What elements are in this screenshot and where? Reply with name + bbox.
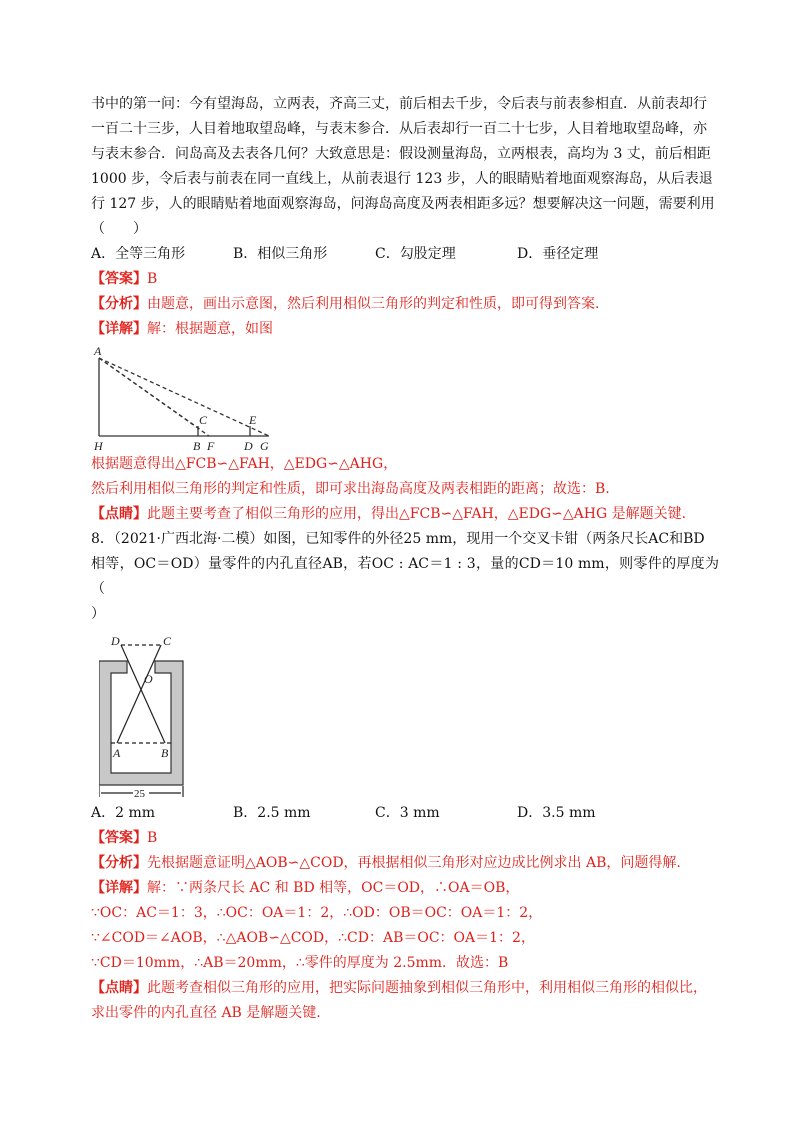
q8-option-c: C．3 mm [375,805,440,821]
fig1-label-g: G [260,439,269,452]
q8-analysis [91,851,719,876]
answer-tag: 【答案】 [91,271,147,287]
fig1-label-e: E [249,413,257,427]
fig2-label-a: A [113,746,121,760]
fig2-label-o: O [144,672,153,686]
fig2-label-c: C [163,634,172,648]
document-page [91,92,719,1026]
q7-option-d: D．垂径定理 [517,246,599,262]
q7-detail [91,317,719,342]
q7-stem-line: 书中的第一问：今有望海岛，立两表，齐高三丈，前后相去千步，令后表与前表参相直．从前表却行 [91,96,707,112]
detail-text: 解：根据题意，如图 [147,321,273,337]
detail-tag: 【详解】 [91,321,147,337]
q8-stem-line: ） [91,606,105,622]
q8-answer [91,826,719,851]
analysis-text: 先根据题意证明△AOB∽△COD，再根据相似三角形对应边成比例求出 AB，问题得解. [147,855,681,871]
q7-comment [91,502,719,527]
analysis-text: 由题意，画出示意图，然后利用相似三角形的判定和性质，即可得到答案. [147,296,600,312]
q8-option-b: B．2.5 mm [233,805,311,821]
q8-comment-line: 求出零件的内孔直径 AB 是解题关键. [91,1005,321,1021]
analysis-tag: 【分析】 [91,855,147,871]
q8-stem-line: 8．（2021·广西北海·二模）如图，已知零件的外径25 mm，现用一个交叉卡钳（两条尺长AC和BD [91,531,705,547]
fig1-label-f: F [207,439,215,452]
fig1-label-b: B [193,439,201,452]
q7-options [91,242,719,267]
fig1-label-a: A [94,344,102,358]
fig2-part [99,661,183,785]
detail-text: 解：∵两条尺长 AC 和 BD 相等，OC＝OD，∴OA＝OB， [147,880,520,896]
q7-stem-line: 行 127 步，人的眼睛贴着地面观察海岛，问海岛高度及两表相距多远？想要解决这一问题，需要利用 [91,196,715,212]
q7-stem-line: 1000 步，令后表与前表在同一直线上，从前表退行 123 步，人的眼睛贴着地面观察海岛，从后表退 [91,171,713,187]
answer-value: B [147,271,158,287]
q8-comment [91,976,719,1001]
answer-tag: 【答案】 [91,830,147,846]
q7-result-line: 根据题意得出△FCB∽△FAH，△EDG∽△AHG， [91,456,398,472]
q7-option-c: C．勾股定理 [375,246,456,262]
fig1-label-c: C [199,413,208,427]
comment-text: 此题考查相似三角形的应用，把实际问题抽象到相似三角形中，利用相似三角形的相似比， [147,980,707,996]
comment-text: 此题主要考查了相似三角形的应用，得出△FCB∽△FAH，△EDG∽△AHG 是解题关键. [147,506,687,522]
q7-option-b: B．相似三角形 [233,246,328,262]
q8-detail [91,876,719,901]
fig2-label-b: B [161,746,169,760]
q7-stem [91,92,719,242]
comment-tag: 【点睛】 [91,980,147,996]
q8-figure [99,631,199,801]
fig2-label-d: D [111,634,120,648]
q8-option-d: D．3.5 mm [517,805,596,821]
fig1-dash-ag [99,358,269,436]
q8-detail-line: ∵CD＝10mm，∴AB＝20mm，∴零件的厚度为 2.5mm．故选：B [91,955,509,971]
q7-stem-line: （ ） [91,221,147,237]
q7-result-line: 然后利用相似三角形的判定和性质，即可求出海岛高度及两表相距的距离；故选：B. [91,481,610,497]
fig2-line-da [121,645,165,743]
q8-options [91,801,719,826]
q7-analysis [91,292,719,317]
q8-detail-line: ∵OC：AC＝1：3，∴OC：OA＝1：2，∴OD：OB＝OC：OA＝1：2， [91,905,543,921]
q8-detail-line: ∵∠COD＝∠AOB，∴△AOB∽△COD，∴CD：AB＝OC：OA＝1：2， [91,930,535,946]
q7-figure [93,344,283,452]
q7-option-a: A．全等三角形 [91,246,186,262]
fig2-dim-label: 25 [134,788,145,800]
q8-stem-line: 相等，OC＝OD）量零件的内孔直径AB，若OC : AC＝1 : 3，量的CD＝10 mm，则零件的厚度为（ [91,556,719,597]
detail-tag: 【详解】 [91,880,147,896]
fig1-label-h: H [94,439,103,452]
comment-tag: 【点睛】 [91,506,147,522]
fig1-dash-ac [99,358,201,430]
q7-stem-line: 一百二十三步，人目着地取望岛峰，与表末参合．从后表却行一百二十七步，人目着地取望岛峰，亦 [91,121,707,137]
fig2-line-cb [117,645,161,743]
q7-stem-line: 与表末参合．问岛高及去表各几何？大致意思是：假设测量海岛，立两根表，高均为 3 丈，前后相距 [91,146,711,162]
answer-value: B [147,830,158,846]
fig1-label-d: D [244,439,253,452]
q8-option-a: A．2 mm [91,805,156,821]
q7-answer [91,267,719,292]
analysis-tag: 【分析】 [91,296,147,312]
